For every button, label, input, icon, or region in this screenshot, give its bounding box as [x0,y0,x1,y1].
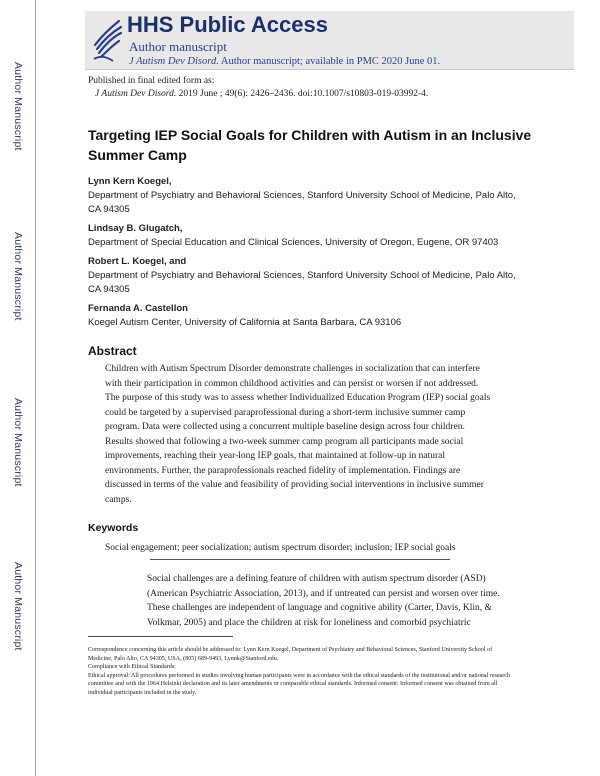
published-line: Published in final edited form as: [88,76,215,86]
section-divider [150,559,450,560]
publication-journal: J Autism Dev Disord. [95,89,177,99]
author-name: Robert L. Koegel, and [88,256,187,267]
publication-citation [95,89,428,99]
footnote-correspondence: Correspondence concerning this article should be addressed to: Lynn Kern Koegel, Department of Psychiatry and Behavioral Sciences, Stanford University School of Medicine, Palo Alto, CA 94305, USA, (805) 689-9493, Lynnk@Stanford.edu. [88,647,493,662]
footnote-ethics: Ethical approval: All procedures performed in studies involving human participants were in accordance with the ethical standards of the institutional and/or national research committee and with the 1964 Helsinki declaration and its later amendments or comparable ethical standards. Informed consent: Informed consent was obtained from all individual participants included in the study. [88,672,511,696]
hhs-eagle-logo-icon [91,15,123,65]
header-subtitle: Author manuscript [129,39,227,54]
author-entry [88,222,528,250]
publication-details[interactable]: 2019 June ; 49(6): 2426–2436. doi:10.1007/s10803-019-03992-4. [178,89,429,99]
author-affiliation: Department of Psychiatry and Behavioral Sciences, Stanford University School of Medicine, Palo Alto, CA 94305 [88,190,516,215]
footnote-compliance: Compliance with Ethical Standards: [88,664,176,671]
author-affiliation: Department of Special Education and Clinical Sciences, University of Oregon, Eugene, OR 97403 [88,237,499,248]
author-name: Fernanda A. Castellon [88,303,188,314]
header-availability: Author manuscript; available in PMC 2020 June 01. [220,56,441,67]
sidebar-divider [35,0,36,776]
author-entry [88,175,528,217]
author-entry [88,255,528,297]
abstract-heading: Abstract [88,344,137,358]
author-name: Lindsay B. Glugatch, [88,223,183,234]
abstract-text: Children with Autism Spectrum Disorder demonstrate challenges in socialization that can interfere with their participation in common childhood activities and can persist or worsen if not addressed. The purpose of this study was to assess whether Individualized Education Program (IEP) social goals could be targeted by a supervised paraprofessional during a short-term inclusive summer camp program. Data were collected using a concurrent multiple baseline design across four children. Results showed that following a two-week summer camp program all participants made social improvements, reaching their year-long IEP goals, that maintained at follow-up in natural environments. Further, the paraprofessionals reached fidelity of implementation. Findings are discussed in terms of the value and feasibility of providing social interventions in inclusive summer camps. [105,364,491,505]
article-title: Targeting IEP Social Goals for Children with Autism in an Inclusive Summer Camp [88,127,532,163]
author-list [88,175,528,335]
hhs-header [85,11,574,70]
footnotes [88,646,518,698]
author-name: Lynn Kern Koegel, [88,176,172,187]
sidebar-label-2: Author Manuscript [12,232,24,321]
sidebar-label-3: Author Manuscript [12,398,24,487]
sidebar-label-4: Author Manuscript [12,562,24,651]
footnote-divider [88,636,233,637]
author-affiliation: Koegel Autism Center, University of California at Santa Barbara, CA 93106 [88,317,402,328]
keywords-heading: Keywords [88,522,139,534]
body-paragraph: Social challenges are a defining feature of children with autism spectrum disorder (ASD) (American Psychiatric Association, 2013), and if untreated can persist and worsen over time. These challenges are independent of language and cognitive ability (Carter, Davis, Klin, & Volkmar, 2005) and place the children at risk for loneliness and comorbid psychiatric [147,574,500,628]
author-affiliation: Department of Psychiatry and Behavioral Sciences, Stanford University School of Medicine, Palo Alto, CA 94305 [88,270,516,295]
sidebar-label-1: Author Manuscript [12,62,24,151]
keywords-text: Social engagement; peer socialization; autism spectrum disorder; inclusion; IEP social goals [105,543,456,553]
header-citation [129,56,440,67]
header-journal[interactable]: J Autism Dev Disord. [129,56,219,67]
header-title: HHS Public Access [127,12,328,37]
author-entry [88,302,528,330]
